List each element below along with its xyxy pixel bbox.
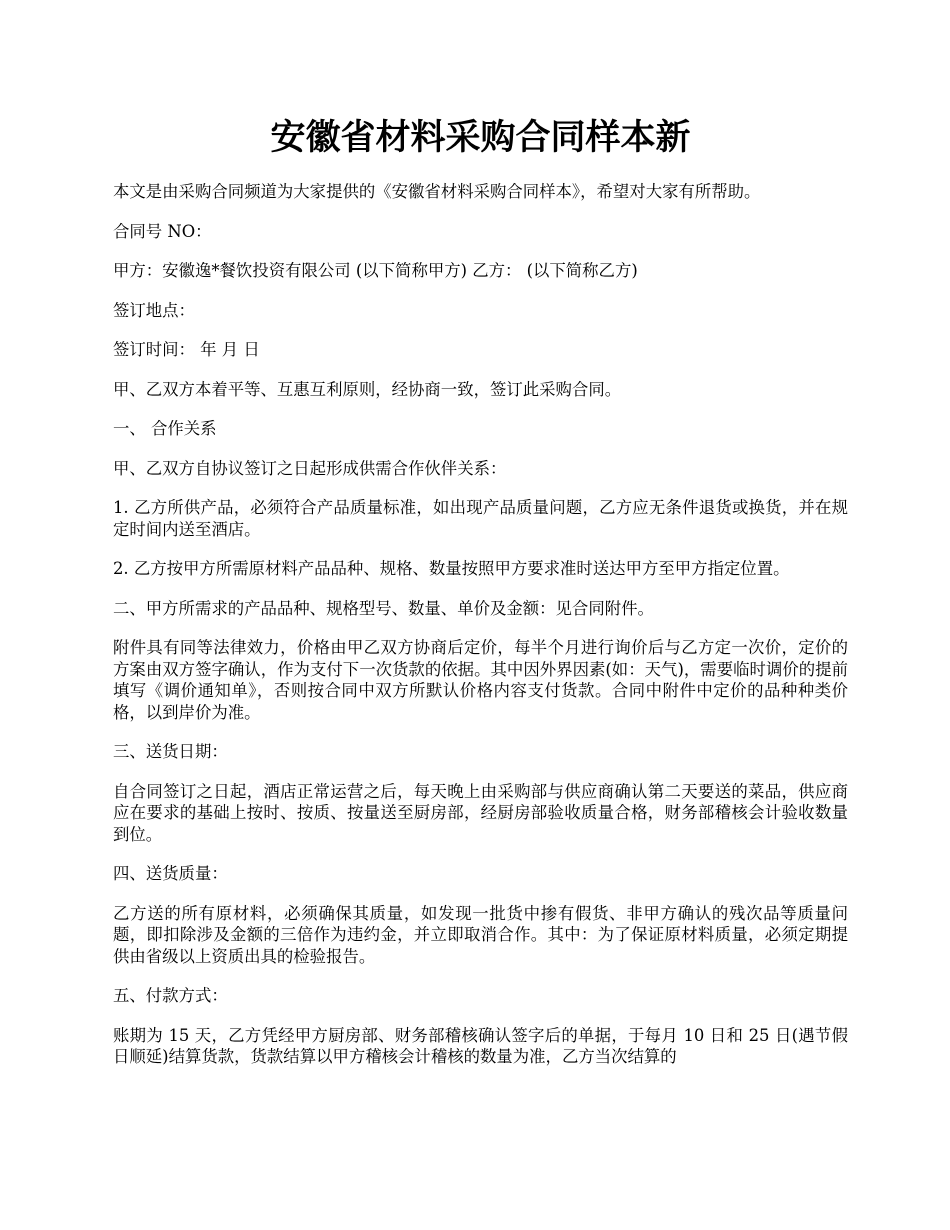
delivery-date-paragraph: 自合同签订之日起，酒店正常运营之后，每天晚上由采购部与供应商确认第二天要送的菜品，供应商应在要求的基础上按时、按质、按量送至厨房部，经厨房部验收质量合格，财务部稽核会计验收数量到位。 (113, 781, 848, 844)
section-heading-delivery-quality: 四、送货质量： (113, 864, 228, 883)
clause-2-paragraph: 2. 乙方按甲方所需原材料产品品种、规格、数量按照甲方要求准时送达甲方至甲方指定位置。 (113, 559, 790, 578)
signing-date-line: 签订时间： 年 月 日 (113, 340, 260, 359)
section-heading-products: 二、甲方所需求的产品品种、规格型号、数量、单价及金额：见合同附件。 (113, 598, 654, 618)
document-title: 安徽省材料采购合同样本新 (270, 117, 691, 158)
section-heading-delivery-date: 三、送货日期： (113, 742, 228, 761)
clause-1-paragraph: 1. 乙方所供产品，必须符合产品质量标准，如出现产品质量问题，乙方应无条件退货或换货，并在规定时间内送至酒店。 (113, 498, 848, 539)
payment-paragraph: 账期为 15 天，乙方凭经甲方厨房部、财务部稽核确认签字后的单据，于每月 10 日和 25 日(遇节假日顺延)结算货款，货款结算以甲方稽核会计稽核的数量为准，乙方当次结算的 (113, 1025, 848, 1066)
contract-number-line: 合同号 NO： (113, 221, 212, 241)
attachment-paragraph: 附件具有同等法律效力，价格由甲乙双方协商后定价，每半个月进行询价后与乙方定一次价，定价的方案由双方签字确认，作为支付下一次货款的依据。其中因外界因素(如：天气)，需要临时调价的提前填写《调价通知单》，否则按合同中双方所默认价格内容支付货款。合同中附件中定价的品种种类价格，以到岸价为准。 (113, 638, 848, 722)
signing-location-line: 签订地点： (113, 300, 195, 320)
delivery-quality-paragraph: 乙方送的所有原材料，必须确保其质量，如发现一批货中掺有假货、非甲方确认的残次品等质量问题，即扣除涉及金额的三倍作为违约金，并立即取消合作。其中：为了保证原材料质量，必须定期提供由省级以上资质出具的检验报告。 (113, 903, 848, 966)
intro-paragraph: 本文是由采购合同频道为大家提供的《安徽省材料采购合同样本》，希望对大家有所帮助。 (113, 182, 761, 201)
section-heading-payment: 五、付款方式： (113, 986, 228, 1005)
cooperation-paragraph: 甲、乙双方自协议签订之日起形成供需合作伙伴关系： (113, 458, 507, 478)
document-page (113, 0, 848, 1068)
parties-line: 甲方：安徽逸*餐饮投资有限公司 (以下简称甲方) 乙方： (以下简称乙方) (113, 261, 638, 280)
section-heading-cooperation: 一、 合作关系 (113, 419, 217, 438)
principle-paragraph: 甲、乙双方本着平等、互惠互利原则，经协商一致，签订此采购合同。 (113, 379, 622, 399)
